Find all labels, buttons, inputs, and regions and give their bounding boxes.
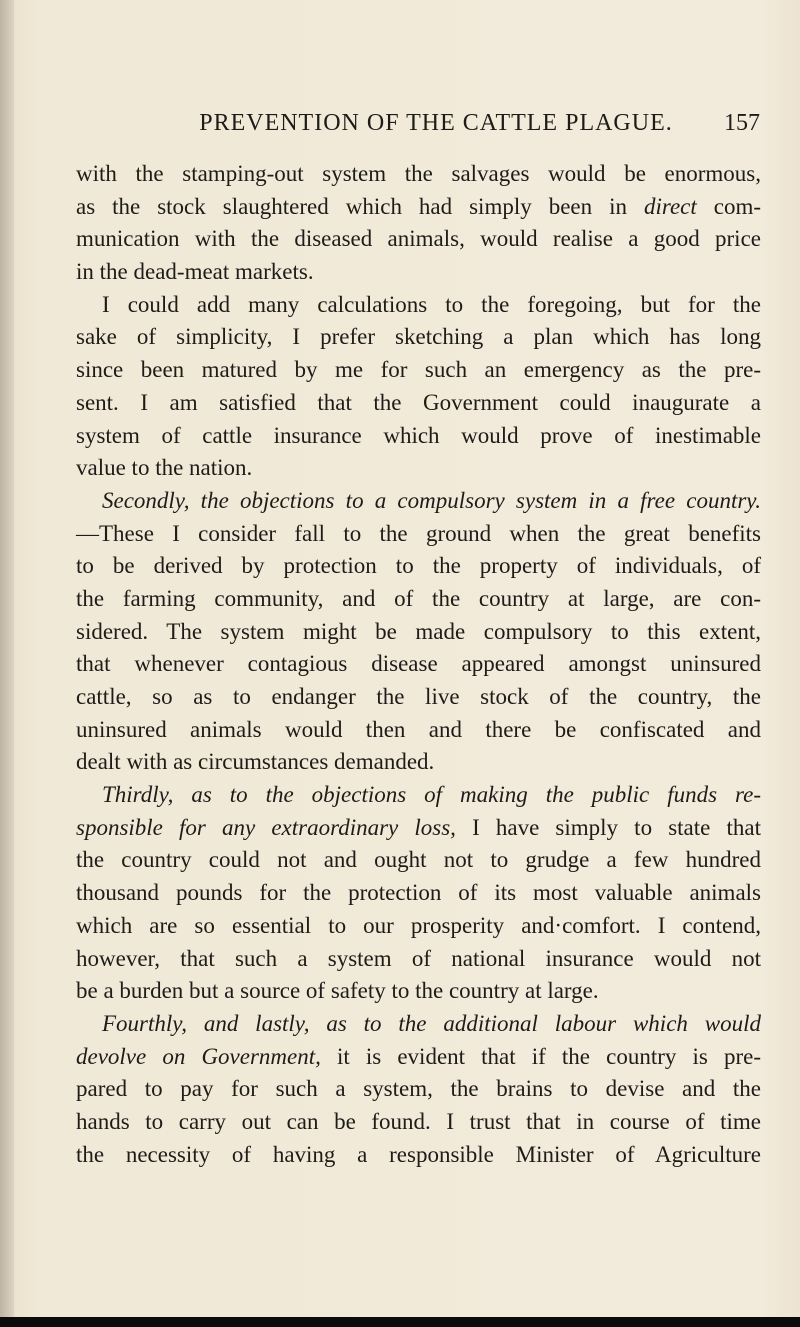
text-line: value to the nation. [76,455,253,481]
text-line: the farming community, and of the country at large, are con- [76,585,761,611]
text-line: pared to pay for such a system, the brains to devise and the [76,1076,761,1102]
text-line: munication with the diseased animals, would realise a good price [76,226,761,252]
section-heading-secondly: Secondly, the objections to a compulsory system in a free country. [102,487,761,513]
running-title: PREVENTION OF THE CATTLE PLAGUE. [199,110,673,136]
body-text [76,158,761,1171]
text-line: sake of simplicity, I prefer sketching a plan which has long [76,324,761,350]
text-line: which are so essential to our prosperity and·comfort. I contend, [76,912,761,938]
text-line: sponsible for any extraordinary loss, I have simply to state that [76,814,761,840]
text-line: devolve on Government, it is evident that if the country is pre- [76,1043,761,1069]
page-number: 157 [724,110,760,136]
page-gutter [0,0,14,1327]
text-line: dealt with as circumstances demanded. [76,749,435,775]
text-line: system of cattle insurance which would prove of inestimable [76,422,761,448]
text-line: the country could not and ought not to grudge a few hundred [76,847,761,873]
text-line: as the stock slaughtered which had simply been in direct com- [76,193,761,219]
text-line: that whenever contagious disease appeared amongst uninsured [76,651,761,677]
text-line: sidered. The system might be made compulsory to this extent, [76,618,761,644]
text-line: however, that such a system of national insurance would not [76,945,761,971]
text-line: the necessity of having a responsible Minister of Agriculture [76,1141,761,1167]
text-line: uninsured animals would then and there be confiscated and [76,716,761,742]
text-line: cattle, so as to endanger the live stock of the country, the [76,684,761,709]
italic-text: devolve on Government, [76,1043,321,1069]
text-line: I could add many calculations to the foregoing, but for the [102,291,761,317]
italic-text: direct [643,193,697,219]
section-heading-fourthly: Fourthly, and lastly, as to the additional labour which would [102,1010,761,1036]
italic-text: sponsible for any extraordinary loss, [76,814,456,840]
section-heading-thirdly: Thirdly, as to the objections of making the public funds re- [102,782,761,808]
text-line: since been matured by me for such an emergency as the pre- [76,357,761,383]
text-line: thousand pounds for the protection of its most valuable animals [76,880,761,906]
text-line: to be derived by protection to the property of individuals, of [76,553,761,579]
text-line: hands to carry out can be found. I trust that in course of time [76,1108,761,1134]
text-line: —These I consider fall to the ground when the great benefits [76,520,761,546]
text-line: be a burden but a source of safety to the country at large. [76,978,599,1004]
text-line: with the stamping-out system the salvages would be enormous, [76,161,761,186]
text-line: in the dead-meat markets. [76,259,314,285]
text-line: sent. I am satisfied that the Government could inaugurate a [76,389,761,415]
running-head [76,104,760,144]
bottom-edge [0,1317,800,1327]
